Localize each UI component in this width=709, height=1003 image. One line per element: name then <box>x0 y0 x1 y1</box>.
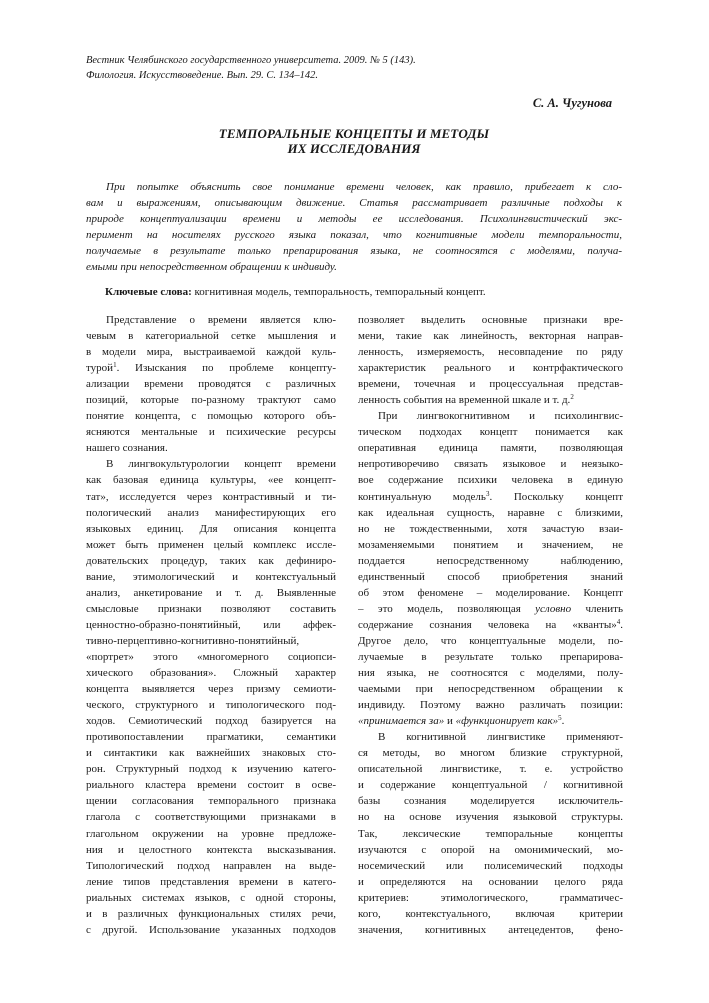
text-fragment: . Изыскания по проблеме концепту- <box>116 362 336 375</box>
text-line <box>358 713 623 729</box>
text-line: Представление о времени является клю- <box>106 314 336 326</box>
article-title <box>86 126 622 156</box>
abstract-line: получаемые в результате только препарирования языка, не соотносятся с моделями, получа- <box>86 245 622 258</box>
title-line-1: ТЕМПОРАЛЬНЫЕ КОНЦЕПТЫ И МЕТОДЫ <box>218 126 490 141</box>
text-fragment: членить <box>571 602 623 615</box>
text-line: рон. Структурный подход к изучению катего- <box>86 763 336 776</box>
text-line: В когнитивной лингвистике применяют- <box>378 731 623 744</box>
text-line: ния языка, не соотносятся с моделями, полу- <box>358 667 623 680</box>
text-line: носемический или полисемический подходы <box>358 859 623 872</box>
text-line: хического образования». Сложный характер <box>86 667 336 680</box>
text-line: Другое дело, что концептуальные модели, по- <box>358 634 623 647</box>
footnote-ref[interactable]: 3 <box>485 489 490 498</box>
text-line: ся методы, во многом близкие структурной, <box>358 747 623 760</box>
text-line: глагола с соответствующими признаками в <box>86 811 336 824</box>
text-line: может быть применен целый комплекс иссле- <box>86 538 336 551</box>
text-line: как базовая единица культуры, «ее концепт- <box>86 474 336 487</box>
text-line: позиций, которые по-разному трактуют само <box>86 394 336 407</box>
footnote-ref[interactable]: 2 <box>570 393 574 402</box>
text-line: позволяет выделить основные признаки вре- <box>358 314 623 326</box>
text-line: тат», исследуется через контрастивный и ти- <box>86 490 336 503</box>
text-fragment: – это модель, позволяющая <box>358 602 521 615</box>
italic-fragment: «принимается за» <box>358 715 445 728</box>
text-line: как идеальная сущность, наравне с близкими, <box>358 506 623 519</box>
text-line: При лингвокогнитивном и психолингвис- <box>378 410 623 423</box>
text-fragment: ленность события на временной шкале и т. д. <box>358 394 571 407</box>
text-line: Так, лексические темпоральные концепты <box>358 827 623 840</box>
text-line: изучаются с опорой на омонимический, мо- <box>358 843 623 856</box>
text-line: тическом подходах концепт понимается как <box>358 426 623 439</box>
keywords-text: когнитивная модель, темпоральность, темпоральный концепт. <box>191 286 486 298</box>
italic-fragment: условно <box>535 602 572 615</box>
text-line: но на основе изучения языковой структуры. <box>358 811 623 824</box>
text-line: чаемыми при непосредственном обращении к <box>358 683 623 696</box>
text-line: оперативная единица памяти, позволяющая <box>358 442 623 455</box>
text-line: ния и целостного контекста высказывания. <box>86 843 336 856</box>
text-line: поддается непосредственному наблюдению, <box>358 554 623 567</box>
text-line: времени, точечная и процессуальная представ- <box>358 378 623 391</box>
text-line: «портрет» этого «многомерного социопси- <box>86 650 336 663</box>
text-line: понятие концепта, с помощью которого объ- <box>86 410 336 423</box>
text-line: щении согласования темпорального признака <box>86 795 336 808</box>
text-line: лучаемые в результате только препарирова- <box>358 650 623 663</box>
title-line-2: ИХ ИССЛЕДОВАНИЯ <box>287 141 421 156</box>
text-line: ализации времени проводятся с различных <box>86 378 336 391</box>
author-name: С. А. Чугунова <box>532 96 612 110</box>
text-line: Типологический подход направлен на выде- <box>86 859 336 872</box>
text-line: с другой. Использование указанных подходов <box>86 923 336 936</box>
text-line: кого, контекстуального, включая критерии <box>358 907 623 920</box>
abstract <box>86 180 622 276</box>
journal-citation <box>86 53 626 83</box>
text-fragment: континуальную модель <box>358 490 486 503</box>
text-line: и содержание концептуальной / когнитивной <box>358 779 623 792</box>
text-line: единственный способ приобретения знаний <box>358 570 623 583</box>
text-line: ление типов представления времени в катего- <box>86 875 336 888</box>
text-line: содержание сознания человека на «кванты»$^4$. <box>358 617 623 631</box>
text-line: индивиду. Поэтому важно различать позиции: <box>358 699 623 712</box>
right-column <box>358 312 623 938</box>
text-fragment: содержание сознания человека на «кванты» <box>358 618 617 631</box>
text-line: ходов. Семиотический подход базируется на <box>86 715 336 728</box>
text-line: риальных системах языков, с одной стороны, <box>86 891 336 904</box>
text-line <box>358 392 623 408</box>
text-line: но не тождественными, хотя зачастую взаи- <box>358 522 623 535</box>
text-fragment: турой <box>86 362 114 375</box>
text-fragment: . <box>561 715 565 728</box>
text-line: об этом феномене – моделирование. Концепт <box>358 586 623 599</box>
abstract-line: При попытке объяснить свое понимание времени человек, как правило, прибегает к сло- <box>106 181 622 193</box>
text-line <box>358 489 623 505</box>
text-line: характеристик реального и контрфактического <box>358 362 623 375</box>
abstract-line: вам и выражениям, описывающим движение. Статья рассматривает различные подходы к <box>86 197 622 210</box>
text-line: довательских процедур, таких как дефиниро- <box>86 554 336 567</box>
text-line: мозаменяемыми понятием и значением, не <box>358 538 623 551</box>
text-line: и в различных функциональных стилях речи, <box>86 907 336 920</box>
text-line <box>358 601 623 617</box>
text-line: риального кластера времени состоит в осве- <box>86 779 336 792</box>
text-line: чевым в категориальной сетке мышления и <box>86 330 336 343</box>
text-line: ясняются ментальные и психические ресурсы <box>86 426 336 439</box>
footnote-ref[interactable]: 5 <box>558 714 562 723</box>
footnote-ref[interactable]: 1 <box>113 361 117 370</box>
text-line: в модели мира, выстраиваемой каждой куль- <box>86 346 336 359</box>
keywords <box>105 286 486 298</box>
text-line: мени, такие как линейность, векторная направ- <box>358 330 623 343</box>
text-line: тивно-перцептивно-когнитивно-понятийный, <box>86 634 300 647</box>
text-line: языковых единиц. Для описания концепта <box>86 522 336 535</box>
text-line: и синтактики как важнейших знаковых сто- <box>86 747 336 760</box>
text-line: базы сознания моделируется исключитель- <box>358 795 623 808</box>
abstract-line: емыми при непосредственном обращении к индивиду. <box>86 261 337 274</box>
text-line: вое содержание психики человека в единую <box>358 474 623 487</box>
text-line: концепта выявляется через призму семиоти- <box>86 683 336 696</box>
italic-fragment: «функционирует как» <box>455 715 559 728</box>
text-line: ческого, структурного и типологического под- <box>86 699 336 712</box>
text-line <box>86 360 336 376</box>
text-line: ленность, измеряемость, несовпадение по ряду <box>358 346 623 359</box>
journal-line-1: Вестник Челябинского государственного университета. 2009. № 5 (143). <box>86 55 416 66</box>
text-line: значения, когнитивных антецедентов, фено- <box>358 923 623 936</box>
text-line: нашего сознания. <box>86 442 168 455</box>
text-line: В лингвокультурологии концепт времени <box>106 458 336 471</box>
journal-line-2: Филология. Искусствоведение. Вып. 29. С. 134–142. <box>86 70 319 81</box>
text-line: описательной лингвистике, т. е. устройство <box>358 763 623 776</box>
text-line: глагольном окружении на уровне предложе- <box>86 827 336 840</box>
text-line: и определяются на основании целого ряда <box>358 875 623 888</box>
text-line: критериев: этимологического, грамматичес- <box>358 891 623 904</box>
abstract-line: природе концептуализации времени и методы ее исследования. Психолингвистический экс- <box>86 213 622 226</box>
abstract-line: перимент на носителях русского языка показал, что когнитивные модели темпоральности, <box>86 229 622 242</box>
text-line: пологический анализ манифестирующих его <box>86 506 336 519</box>
text-fragment: . Поскольку концепт <box>489 490 623 503</box>
text-line: противопоставлении прагматики, семантики <box>86 731 336 744</box>
keywords-label: Ключевые слова: <box>105 286 192 298</box>
left-column <box>86 312 336 938</box>
text-line: вание, этимологический и контекстуальный <box>86 570 336 583</box>
text-fragment: и <box>444 715 456 728</box>
text-line: анализ, анкетирование и т. д. Выявленные <box>86 586 336 599</box>
text-line: ценностно-образно-понятийный, или аффек- <box>86 618 336 631</box>
text-line: смысловые признаки позволяют составить <box>86 602 336 615</box>
footnote-ref[interactable]: 4 <box>616 617 621 626</box>
text-line: непротиворечиво связать языковое и неязыко- <box>358 458 623 471</box>
